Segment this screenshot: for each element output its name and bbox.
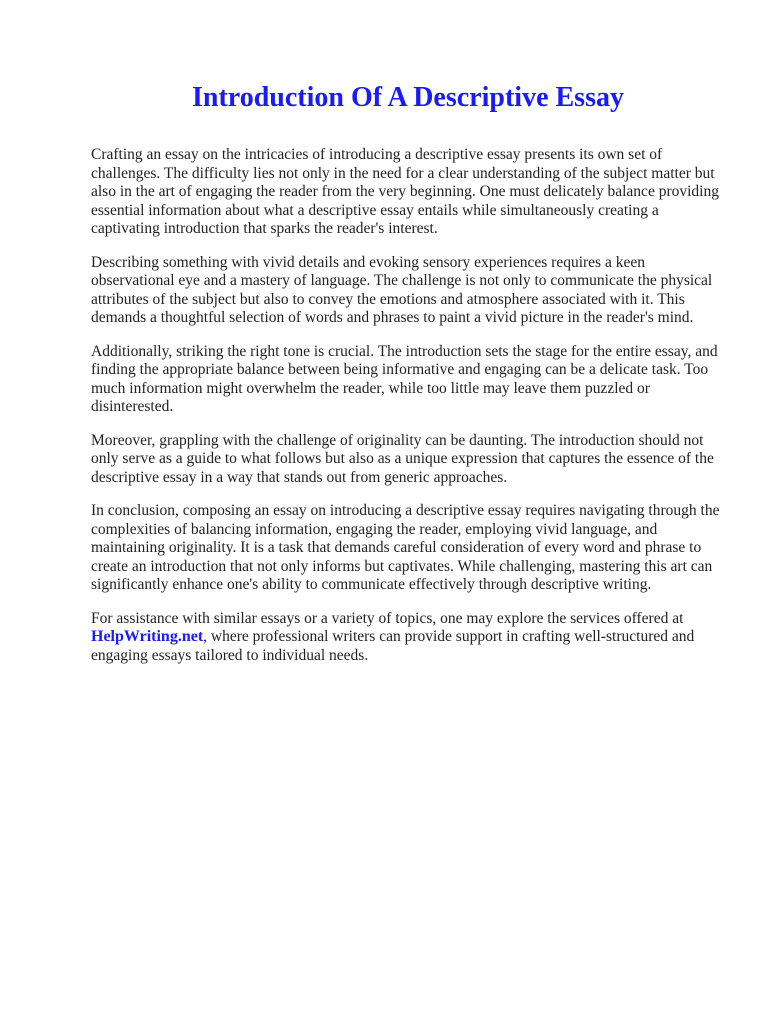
paragraph-5: In conclusion, composing an essay on introducing a descriptive essay requires navigating through the complexities of balancing information, engaging the reader, employing vivid language, and maintaining originality. It is a task that demands careful consideration of every word and phrase to create an introduction that not only informs but captivates. While challenging, mastering this art can significantly enhance one's ability to communicate effectively through descriptive writing. bbox=[91, 502, 720, 593]
helpwriting-link[interactable]: HelpWriting.net bbox=[91, 628, 204, 645]
paragraph-6-after-link: , where professional writers can provide support in crafting well-structured and engaging essays tailored to individual needs. bbox=[91, 628, 695, 664]
paragraph-6 bbox=[91, 610, 731, 666]
paragraph-1: Crafting an essay on the intricacies of introducing a descriptive essay presents its own set of challenges. The difficulty lies not only in the need for a clear understanding of the subject matter but also in the art of engaging the reader from the very beginning. One must delicately balance providing essential information about what a descriptive essay entails while simultaneously creating a captivating introduction that sparks the reader's interest. bbox=[91, 146, 719, 237]
paragraph-6-before-link: For assistance with similar essays or a variety of topics, one may explore the services offered at bbox=[91, 609, 684, 627]
paragraph-3: Additionally, striking the right tone is crucial. The introduction sets the stage for the entire essay, and finding the appropriate balance between being informative and engaging can be a delicate task. Too much information might overwhelm the reader, while too little may leave them puzzled or disinterested. bbox=[91, 342, 718, 415]
paragraph-2: Describing something with vivid details and evoking sensory experiences requires a keen observational eye and a mastery of language. The challenge is not only to communicate the physical attributes of the subject but also to convey the emotions and atmosphere associated with it. This demands a thoughtful selection of words and phrases to paint a vivid picture in the reader's mind. bbox=[91, 253, 713, 326]
page-title: Introduction Of A Descriptive Essay bbox=[192, 82, 624, 113]
document-body bbox=[91, 146, 731, 680]
paragraph-4: Moreover, grappling with the challenge of originality can be daunting. The introduction should not only serve as a guide to what follows but also as a unique expression that captures the essence of the descriptive essay in a way that stands out from generic approaches. bbox=[91, 431, 714, 486]
